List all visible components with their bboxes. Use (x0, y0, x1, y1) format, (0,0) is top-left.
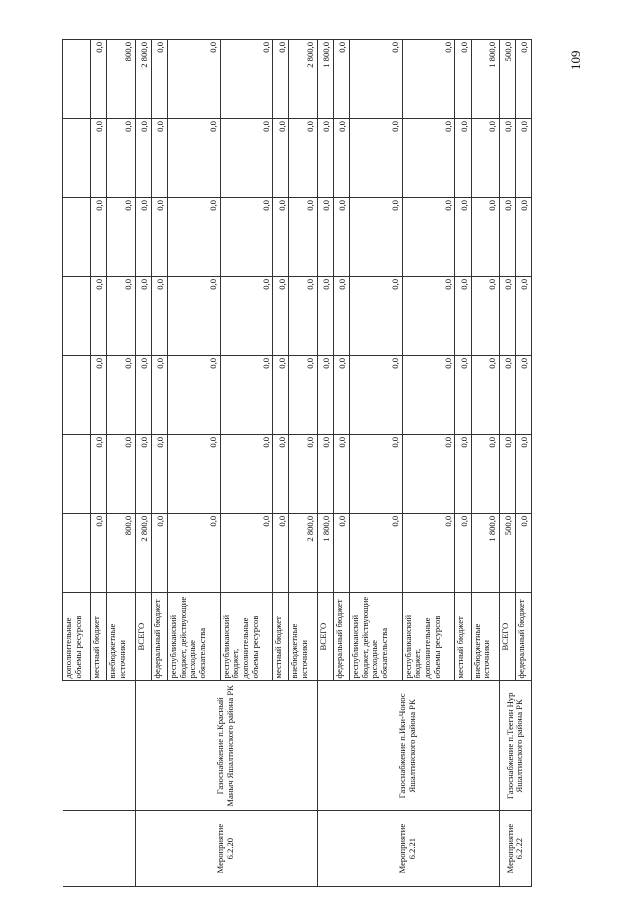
value-cell: 1 800,0 (471, 513, 499, 592)
value-cell: 0,0 (151, 513, 167, 592)
table-row (317, 40, 333, 887)
value-cell: 0,0 (289, 198, 317, 277)
value-cell: 0,0 (349, 276, 402, 355)
value-cell: 0,0 (333, 119, 349, 198)
value-cell: 0,0 (515, 434, 531, 513)
measure-cell: Мероприятие 6.2.20 (135, 811, 317, 887)
value-cell: 0,0 (107, 355, 135, 434)
value-cell: 0,0 (402, 40, 455, 119)
value-cell: 0,0 (91, 513, 107, 592)
value-cell: 0,0 (135, 119, 151, 198)
budget-table-rotated (62, 39, 532, 887)
source-cell: ВСЕГО (135, 592, 151, 681)
value-cell: 0,0 (515, 276, 531, 355)
value-cell: 0,0 (402, 513, 455, 592)
value-cell: 0,0 (289, 355, 317, 434)
value-cell: 0,0 (289, 276, 317, 355)
value-cell: 1 800,0 (317, 513, 333, 592)
value-cell: 0,0 (135, 198, 151, 277)
value-cell: 0,0 (515, 355, 531, 434)
measure-cell: Мероприятие 6.2.22 (499, 811, 531, 887)
source-cell: дополнительные объемы ресурсов (63, 592, 91, 681)
value-cell: 0,0 (317, 198, 333, 277)
value-cell: 0,0 (220, 513, 273, 592)
value-cell: 0,0 (349, 198, 402, 277)
value-cell: 0,0 (333, 198, 349, 277)
value-cell (63, 513, 91, 592)
value-cell: 0,0 (402, 276, 455, 355)
value-cell: 0,0 (402, 119, 455, 198)
value-cell: 1 800,0 (317, 40, 333, 119)
value-cell: 0,0 (273, 355, 289, 434)
value-cell: 0,0 (402, 355, 455, 434)
source-cell: местный бюджет (273, 592, 289, 681)
value-cell: 0,0 (167, 276, 220, 355)
value-cell: 1 800,0 (471, 40, 499, 119)
value-cell: 0,0 (455, 119, 471, 198)
value-cell: 0,0 (91, 355, 107, 434)
value-cell: 0,0 (515, 198, 531, 277)
value-cell: 0,0 (455, 198, 471, 277)
value-cell: 0,0 (515, 40, 531, 119)
value-cell: 2 800,0 (289, 513, 317, 592)
value-cell: 0,0 (151, 355, 167, 434)
source-cell: республиканский бюджет, действующие расходные обязательства (167, 592, 220, 681)
value-cell: 0,0 (317, 276, 333, 355)
value-cell: 0,0 (499, 355, 515, 434)
table-row (499, 40, 515, 887)
value-cell: 0,0 (402, 434, 455, 513)
source-cell: республиканский бюджет, дополнительные объемы ресурсов (220, 592, 273, 681)
value-cell: 0,0 (499, 276, 515, 355)
value-cell: 0,0 (289, 434, 317, 513)
value-cell: 0,0 (91, 276, 107, 355)
source-cell: федеральный бюджет (333, 592, 349, 681)
value-cell: 0,0 (317, 119, 333, 198)
value-cell: 0,0 (455, 434, 471, 513)
value-cell: 0,0 (515, 119, 531, 198)
value-cell: 0,0 (151, 276, 167, 355)
source-cell: местный бюджет (455, 592, 471, 681)
value-cell: 0,0 (151, 40, 167, 119)
value-cell: 0,0 (91, 119, 107, 198)
source-cell: республиканский бюджет, действующие расходные обязательства (349, 592, 402, 681)
table-row (63, 40, 91, 887)
table-row (135, 40, 151, 887)
source-cell: ВСЕГО (499, 592, 515, 681)
value-cell: 0,0 (499, 434, 515, 513)
value-cell: 0,0 (107, 198, 135, 277)
value-cell (63, 198, 91, 277)
budget-table (62, 39, 532, 887)
value-cell: 0,0 (273, 119, 289, 198)
value-cell: 0,0 (349, 513, 402, 592)
value-cell: 0,0 (289, 119, 317, 198)
value-cell: 0,0 (333, 355, 349, 434)
value-cell: 0,0 (317, 434, 333, 513)
value-cell: 0,0 (273, 198, 289, 277)
value-cell: 0,0 (167, 198, 220, 277)
value-cell: 0,0 (220, 434, 273, 513)
value-cell: 0,0 (471, 119, 499, 198)
value-cell: 0,0 (220, 119, 273, 198)
value-cell: 0,0 (471, 355, 499, 434)
source-cell: внебюджетные источники (107, 592, 135, 681)
value-cell (63, 355, 91, 434)
value-cell (63, 276, 91, 355)
value-cell: 0,0 (167, 434, 220, 513)
value-cell: 0,0 (455, 276, 471, 355)
value-cell: 0,0 (349, 40, 402, 119)
value-cell: 0,0 (499, 198, 515, 277)
value-cell: 800,0 (107, 513, 135, 592)
source-cell: федеральный бюджет (515, 592, 531, 681)
name-cell (63, 681, 136, 811)
value-cell: 0,0 (220, 276, 273, 355)
value-cell: 0,0 (471, 434, 499, 513)
value-cell: 0,0 (273, 40, 289, 119)
value-cell: 0,0 (333, 513, 349, 592)
value-cell: 0,0 (220, 40, 273, 119)
value-cell: 2 800,0 (135, 513, 151, 592)
value-cell (63, 119, 91, 198)
value-cell: 0,0 (455, 40, 471, 119)
value-cell: 0,0 (471, 276, 499, 355)
value-cell: 800,0 (107, 40, 135, 119)
value-cell: 0,0 (333, 40, 349, 119)
value-cell: 0,0 (333, 434, 349, 513)
measure-cell (63, 811, 136, 887)
source-cell: ВСЕГО (317, 592, 333, 681)
value-cell: 0,0 (135, 355, 151, 434)
value-cell: 0,0 (91, 434, 107, 513)
value-cell: 0,0 (167, 40, 220, 119)
value-cell: 2 800,0 (135, 40, 151, 119)
measure-cell: Мероприятие 6.2.21 (317, 811, 499, 887)
name-cell: Газоснабжение п.Ики-Чонос Яшалтинского района РК (317, 681, 499, 811)
value-cell: 0,0 (317, 355, 333, 434)
value-cell: 0,0 (107, 119, 135, 198)
source-cell: республиканский бюджет, дополнительные объемы ресурсов (402, 592, 455, 681)
name-cell: Газоснабжение п.Красный Маныч Яшалтинского района РК (135, 681, 317, 811)
value-cell: 0,0 (151, 198, 167, 277)
value-cell: 0,0 (167, 119, 220, 198)
value-cell: 0,0 (135, 434, 151, 513)
value-cell: 0,0 (220, 198, 273, 277)
source-cell: внебюджетные источники (471, 592, 499, 681)
value-cell: 0,0 (471, 198, 499, 277)
value-cell: 0,0 (273, 513, 289, 592)
value-cell: 0,0 (402, 198, 455, 277)
value-cell: 500,0 (499, 513, 515, 592)
value-cell: 0,0 (349, 434, 402, 513)
value-cell: 0,0 (151, 119, 167, 198)
source-cell: внебюджетные источники (289, 592, 317, 681)
value-cell: 0,0 (107, 276, 135, 355)
name-cell: Газоснабжение п.Теегин Нур Яшалтинского района РК (499, 681, 531, 811)
value-cell: 2 800,0 (289, 40, 317, 119)
value-cell: 500,0 (499, 40, 515, 119)
page-number: 109 (568, 50, 583, 70)
value-cell: 0,0 (515, 513, 531, 592)
value-cell: 0,0 (349, 119, 402, 198)
value-cell: 0,0 (455, 355, 471, 434)
value-cell (63, 40, 91, 119)
value-cell: 0,0 (455, 513, 471, 592)
value-cell: 0,0 (167, 355, 220, 434)
value-cell: 0,0 (349, 355, 402, 434)
value-cell: 0,0 (273, 276, 289, 355)
value-cell: 0,0 (333, 276, 349, 355)
source-cell: федеральный бюджет (151, 592, 167, 681)
value-cell: 0,0 (167, 513, 220, 592)
value-cell: 0,0 (91, 198, 107, 277)
value-cell: 0,0 (135, 276, 151, 355)
value-cell: 0,0 (151, 434, 167, 513)
value-cell: 0,0 (91, 40, 107, 119)
value-cell: 0,0 (499, 119, 515, 198)
source-cell: местный бюджет (91, 592, 107, 681)
value-cell (63, 434, 91, 513)
value-cell: 0,0 (273, 434, 289, 513)
value-cell: 0,0 (220, 355, 273, 434)
value-cell: 0,0 (107, 434, 135, 513)
